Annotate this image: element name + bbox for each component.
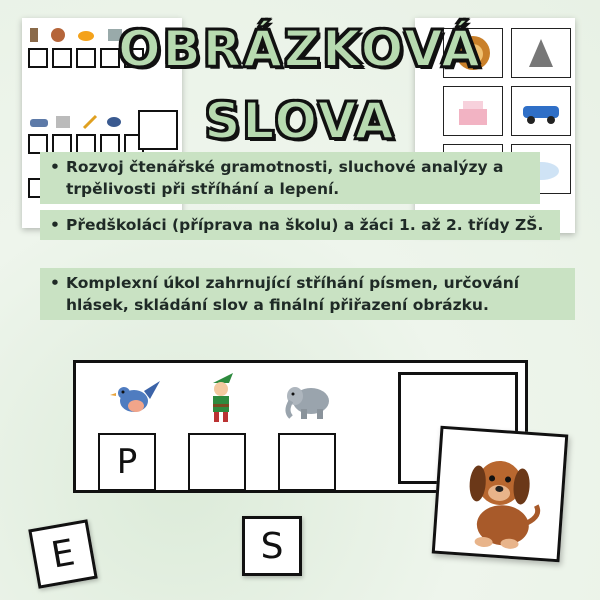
letter-card-e[interactable]: E [28,519,98,589]
letter-box-2[interactable] [188,433,246,491]
dog-picture-card[interactable] [432,426,569,563]
bullet-point-2: • Předškoláci (příprava na školu) a žáci 1. až 2. třídy ZŠ. [40,210,560,240]
page-title-line-1: OBRÁZKOVÁ [118,20,482,78]
bullet-point-3: • Komplexní úkol zahrnující stříhání písmen, určování hlásek, skládání slov a finální přiřazení obrázku. [40,268,575,320]
elephant-icon [279,371,339,426]
dog-icon [435,429,565,559]
bird-icon [104,371,164,426]
bullet-point-1: • Rozvoj čtenářské gramotnosti, sluchové analýzy a trpělivosti při stříhání a lepení. [40,152,540,204]
letter-card-s[interactable]: S [242,516,302,576]
elf-icon [191,371,251,426]
letter-box-3[interactable] [278,433,336,491]
letter-box-1[interactable]: P [98,433,156,491]
page-title-line-2: SLOVA [204,92,396,150]
